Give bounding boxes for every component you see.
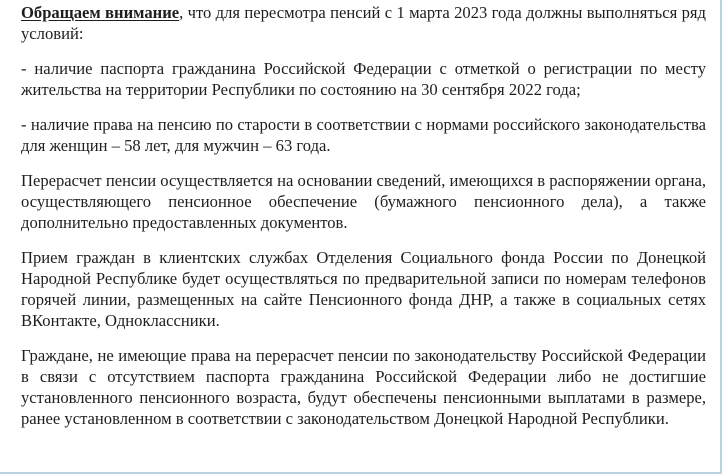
condition-passport: - наличие паспорта гражданина Российской Федерации с отметкой о регистрации по месту жительства на территории Республики по состоянию на 30 сентября 2022 года; xyxy=(21,59,706,99)
intro-text: , что для пересмотра пенсий с 1 марта 2023 года должны выполняться ряд условий: xyxy=(21,3,706,43)
intro-paragraph xyxy=(21,2,706,44)
paragraph-no-right: Граждане, не имеющие права на перерасчет пенсии по законодательству Российской Федерации в связи с отсутствием паспорта гражданина Российской Федерации либо не достигшие установленного пенсионного возраста, будут обеспечены пенсионными выплатами в размере, ранее установленном в соответствии с законодательством Донецкой Народной Республики. xyxy=(21,346,706,428)
paragraph-reception: Прием граждан в клиентских службах Отделения Социального фонда России по Донецкой Народной Республике будет осуществляться по предварительной записи по номерам телефонов горячей линии, размещенных на сайте Пенсионного фонда ДНР, а также в социальных сетях ВКонтакте, Одноклассники. xyxy=(21,248,706,330)
condition-pension-age: - наличие права на пенсию по старости в соответствии с нормами российского законодательства для женщин – 58 лет, для мужчин – 63 года. xyxy=(21,115,706,155)
article-body xyxy=(21,2,706,443)
paragraph-recalculation: Перерасчет пенсии осуществляется на основании сведений, имеющихся в распоряжении органа, осуществляющего пенсионное обеспечение (бумажного пенсионного дела), а также дополнительно предоставленных документов. xyxy=(21,171,706,232)
attention-lead: Обращаем внимание xyxy=(21,3,180,22)
